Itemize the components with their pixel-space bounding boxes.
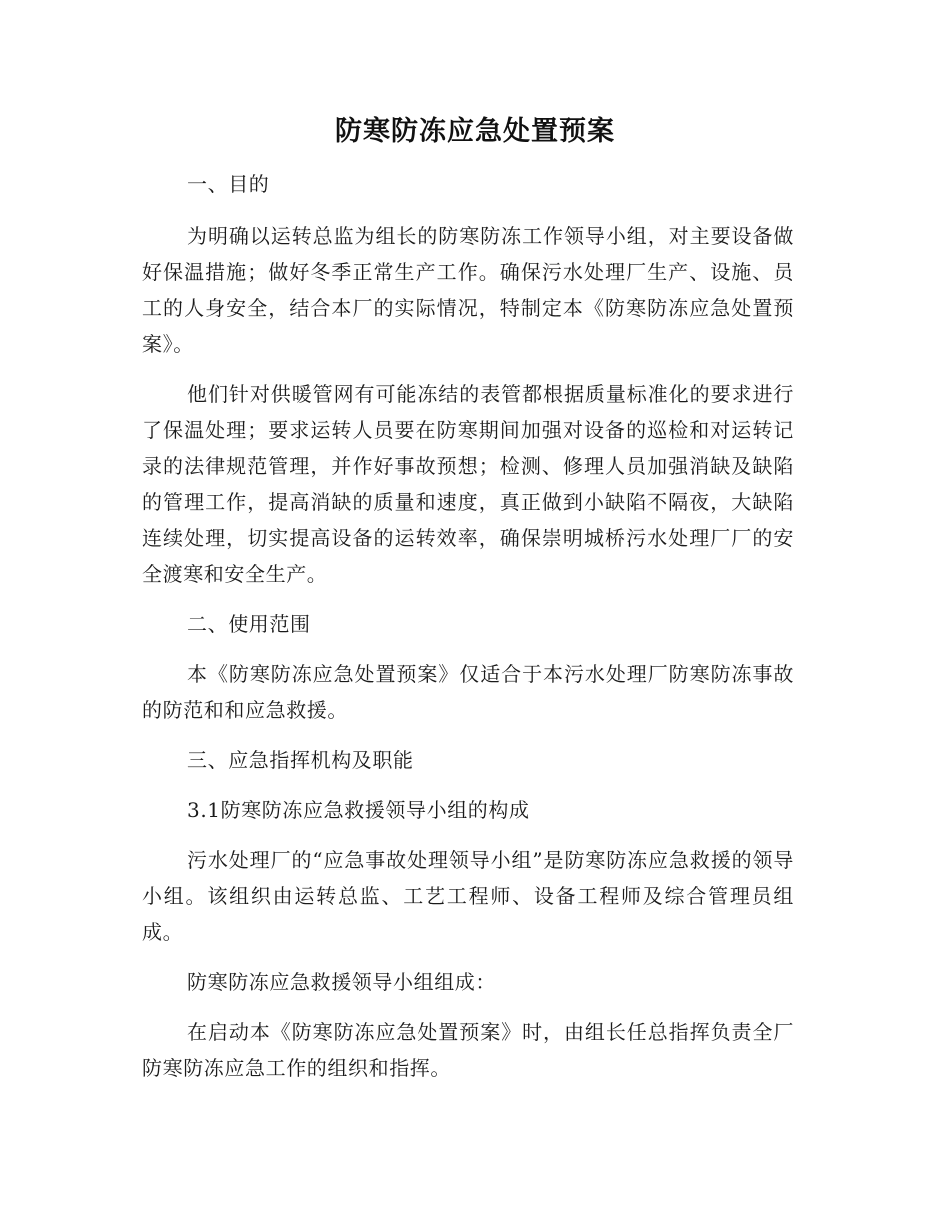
subsection-heading-3-1: 3.1防寒防冻应急救援领导小组的构成: [187, 798, 530, 822]
paragraph-activation: 在启动本《防寒防冻应急处置预案》时，由组长任总指挥负责全厂防寒防冻应急工作的组织和指挥。: [142, 1020, 794, 1080]
section-heading-command: 三、应急指挥机构及职能: [187, 748, 414, 772]
paragraph-measures: 他们针对供暖管网有可能冻结的表管都根据质量标准化的要求进行了保温处理；要求运转人员要在防寒期间加强对设备的巡检和对运转记录的法律规范管理，并作好事故预想；检测、修理人员加强消缺及缺陷的管理工作，提高消缺的质量和速度，真正做到小缺陷不隔夜，大缺陷连续处理，切实提高设备的运转效率，确保崇明城桥污水处理厂厂的安全渡寒和安全生产。: [142, 382, 794, 586]
section-heading-purpose: 一、目的: [187, 172, 270, 196]
paragraph-scope: 本《防寒防冻应急处置预案》仅适合于本污水处理厂防寒防冻事故的防范和和应急救援。: [142, 662, 794, 722]
paragraph-leadership-group: 污水处理厂的“应急事故处理领导小组”是防寒防冻应急救援的领导小组。该组织由运转总监、工艺工程师、设备工程师及综合管理员组成。: [142, 848, 794, 944]
section-heading-scope: 二、使用范围: [187, 612, 311, 636]
paragraph-group-composition: 防寒防冻应急救援领导小组组成：: [187, 970, 496, 994]
document-body: [142, 166, 794, 1086]
document-title: 防寒防冻应急处置预案: [335, 116, 615, 147]
paragraph-purpose: 为明确以运转总监为组长的防寒防冻工作领导小组，对主要设备做好保温措施；做好冬季正常生产工作。确保污水处理厂生产、设施、员工的人身安全，结合本厂的实际情况，特制定本《防寒防冻应急处置预案》。: [142, 224, 794, 356]
